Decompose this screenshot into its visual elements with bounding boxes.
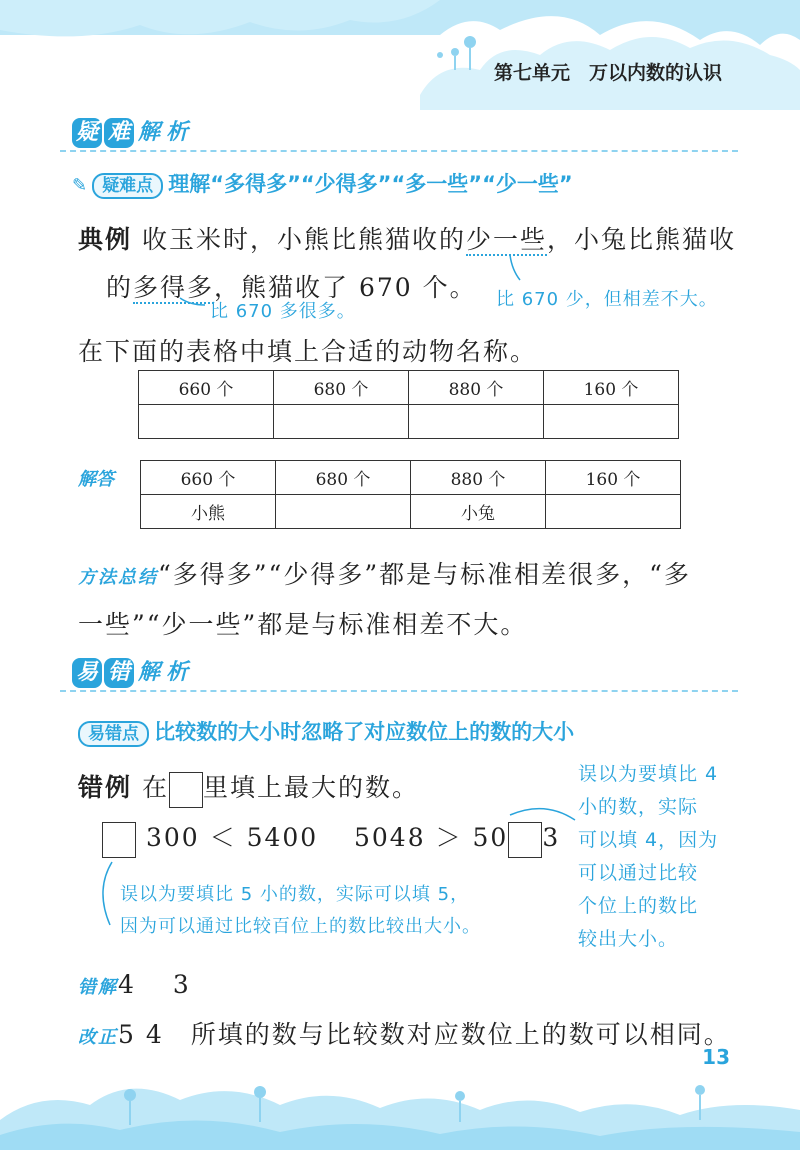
expression-text: 3 [542,823,561,852]
heading-char: 易 [72,658,102,688]
table-cell: 880 个 [409,371,544,405]
example-text: ，熊猫收了 670 个。 [214,273,477,302]
heading-char: 疑 [72,118,102,148]
table-cell: 660 个 [139,371,274,405]
example-emphasis: 多得多 [133,273,215,302]
table-cell: 160 个 [546,461,681,495]
wrong-answer: 4 3 [118,970,191,999]
annotation-line: 可以填 4，因为 [578,829,719,851]
table-cell: 160 个 [544,371,679,405]
annotation-line: 较出大小。 [578,928,679,950]
heading-char: 析 [166,660,189,685]
example-label: 错例 [78,773,133,802]
fix-answer-row [78,1015,731,1051]
difficulty-badge: 疑难点 [92,173,163,199]
heading-char: 错 [104,658,134,688]
table-cell: 680 个 [274,371,409,405]
prompt-text: 在 [141,773,169,802]
annotation-line: 个位上的数比 [578,895,699,917]
heading-char: 析 [166,120,189,145]
table-cell: 小熊 [141,495,276,529]
annotation-right-block [578,758,718,956]
pencil-icon: ✎ [72,175,88,196]
answer-label: 解答 [78,469,114,490]
wrong-answer-row [78,965,191,1001]
table-cell: 小兔 [411,495,546,529]
fix-label: 改正 [78,1027,118,1048]
heading-char: 难 [104,118,134,148]
annotation-left: 比 670 多很多。 [210,301,356,322]
summary-text: “多得多”“少得多”都是与标准相差很多，“多 [158,560,691,589]
prompt-text: 里填上最大的数。 [202,773,419,802]
summary-line-2: 一些”“少一些”都是与标准相差不大。 [78,610,528,639]
example-text: ，小兔比熊猫收 [547,225,737,254]
table-cell: 680 个 [276,461,411,495]
annotation-right: 比 670 少，但相差不大。 [496,289,718,310]
expression-text: 300 ＜ 5400 [145,823,319,852]
heading-char: 解 [138,660,161,685]
expression-text: 5048 ＞ 50 [354,823,509,852]
annotation-line: 误以为要填比 4 [578,763,719,785]
heading-char: 解 [138,120,161,145]
annotation-line: 可以通过比较 [578,862,699,884]
annotation-bottom-2: 因为可以通过比较百位上的数比较出大小。 [120,916,481,937]
instruction-text: 在下面的表格中填上合适的动物名称。 [78,337,538,366]
topic-text: 理解“多得多”“少得多”“多一些”“少一些” [168,172,573,196]
bottom-cloud-decoration [0,1060,800,1150]
example-text: 的 [106,273,134,302]
example-label: 典例 [78,225,133,254]
summary-label: 方法总结 [78,567,158,588]
example-emphasis: 少一些 [465,225,547,254]
annotation-line: 小的数，实际 [578,796,699,818]
fix-answer: 5 4 所填的数与比较数对应数位上的数可以相同。 [118,1020,731,1049]
table-cell: 660 个 [141,461,276,495]
page-number: 13 [702,1045,730,1069]
unit-title: 第七单元 万以内数的认识 [493,62,722,84]
topic-text: 比较数的大小时忽略了对应数位上的数的大小 [154,720,575,744]
example-text: 收玉米时，小熊比熊猫收的 [141,225,466,254]
annotation-bottom-1: 误以为要填比 5 小的数，实际可以填 5， [120,884,470,905]
table-cell: 880 个 [411,461,546,495]
error-badge: 易错点 [78,721,149,747]
wrong-label: 错解 [78,977,118,998]
